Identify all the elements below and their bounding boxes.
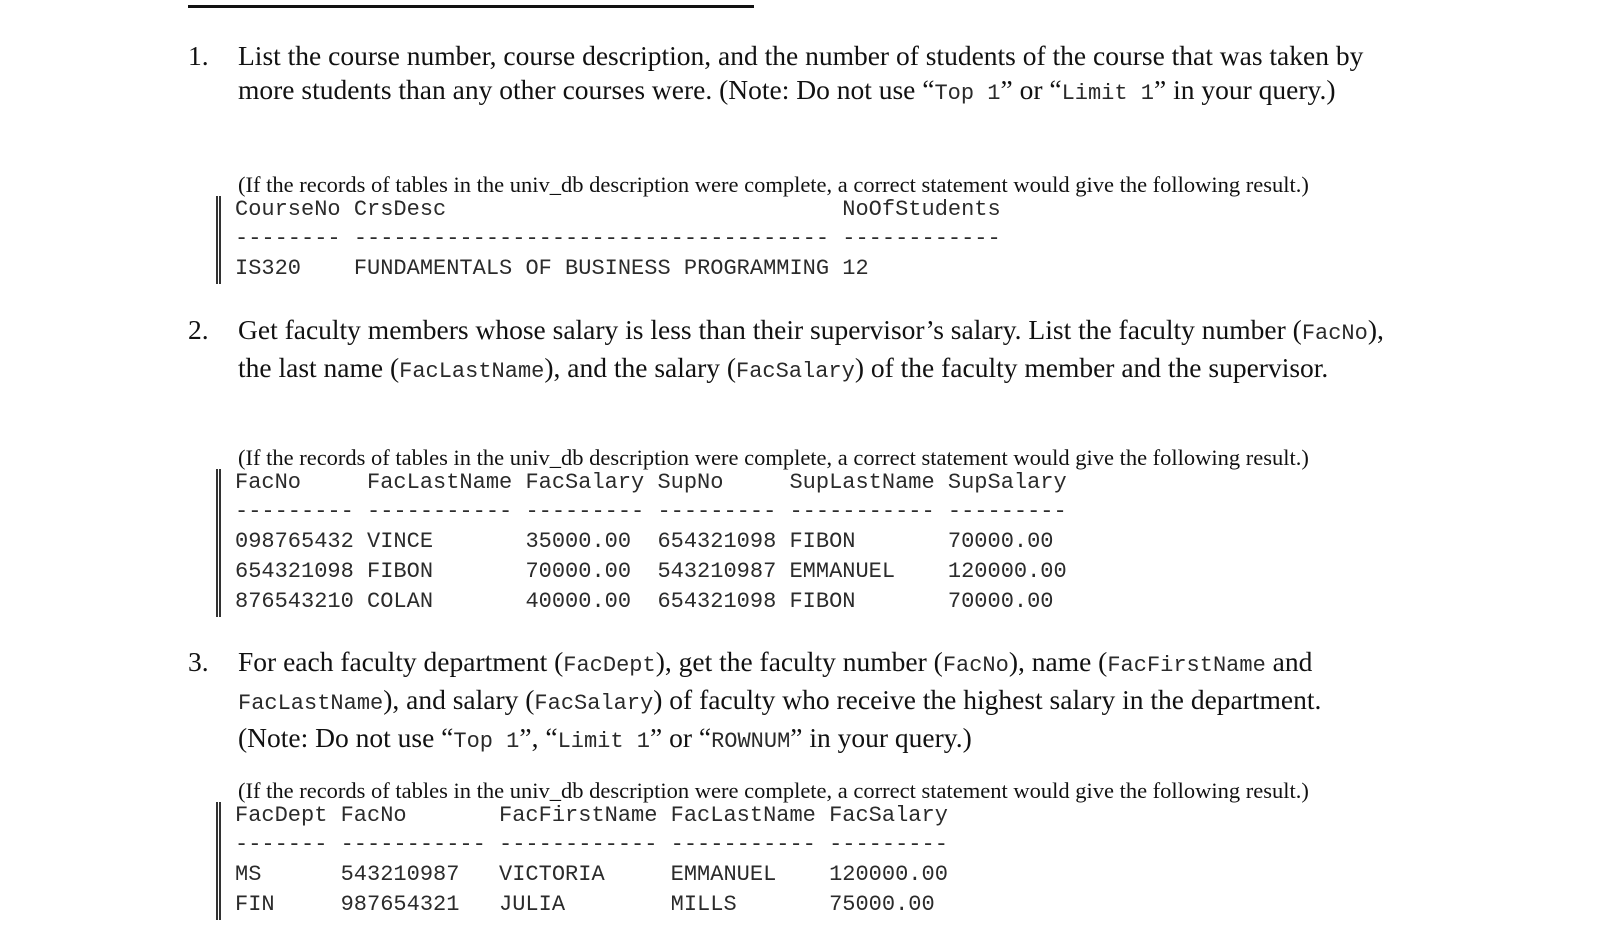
table-separator-row xyxy=(235,224,1014,254)
column-separator: ----------- xyxy=(340,832,486,857)
table-header-row xyxy=(235,196,1014,224)
prose-text: ) of faculty who receive the highest salary in the department. (Note: Do not use “ xyxy=(238,684,1322,753)
question-number: 3. xyxy=(188,646,209,677)
inline-code: FacNo xyxy=(1301,321,1368,346)
result-table-1 xyxy=(216,196,1014,284)
prose-text: and xyxy=(1265,646,1313,677)
inline-code: Top 1 xyxy=(934,81,1001,106)
result-note: (If the records of tables in the univ_db description were complete, a correct statement would give the following result.) xyxy=(238,778,1309,803)
prose-text: ), and salary ( xyxy=(383,684,535,715)
section-heading-underline xyxy=(188,0,754,8)
table-cell: MS xyxy=(235,862,262,887)
table-cell: 987654321 xyxy=(340,892,460,917)
column-separator: ------------------------------------ xyxy=(353,226,830,251)
table-header-row xyxy=(235,469,1080,497)
column-header: SupSalary xyxy=(947,470,1067,495)
column-header: FacFirstName xyxy=(499,803,658,828)
table-cell: 654321098 xyxy=(657,529,777,554)
table-cell: 098765432 xyxy=(235,529,354,554)
table-cell: 70000.00 xyxy=(947,589,1054,614)
inline-code: FacDept xyxy=(563,653,656,678)
inline-code: FacFirstName xyxy=(1107,653,1266,678)
question-3 xyxy=(188,645,1398,759)
prose-text: For each faculty department ( xyxy=(238,646,564,677)
prose-text: ) of the faculty member and the supervisor. xyxy=(854,352,1329,383)
table-cell: VICTORIA xyxy=(499,862,605,887)
prose-text: ” or “ xyxy=(1000,74,1062,105)
prose-text: ), get the faculty number ( xyxy=(655,646,943,677)
table-cell: 654321098 xyxy=(657,589,777,614)
column-separator: ----------- xyxy=(789,499,935,524)
question-number: 2. xyxy=(188,314,209,345)
table-cell: 70000.00 xyxy=(947,529,1054,554)
prose-text: ”, “ xyxy=(519,722,558,753)
column-header: FacSalary xyxy=(829,803,948,828)
table-separator-row xyxy=(235,497,1080,527)
table-cell: IS320 xyxy=(235,256,302,281)
column-separator: --------- xyxy=(829,832,948,857)
column-header: CrsDesc xyxy=(353,197,447,222)
column-separator: --------- xyxy=(657,499,777,524)
column-header: FacLastName xyxy=(670,803,816,828)
table-cell: FIN xyxy=(235,892,275,917)
column-separator: ----------- xyxy=(670,832,816,857)
inline-code: Top 1 xyxy=(453,729,520,754)
inline-code: ROWNUM xyxy=(711,729,791,754)
question-text xyxy=(238,645,1398,759)
table-cell: FIBON xyxy=(367,559,434,584)
inline-code: Limit 1 xyxy=(1061,81,1154,106)
question-1 xyxy=(188,39,1398,111)
table-separator-row xyxy=(235,830,961,860)
column-separator: --------- xyxy=(947,499,1067,524)
prose-text: Get faculty members whose salary is less than their supervisor’s salary. List the faculty number ( xyxy=(238,314,1302,345)
inline-code: FacSalary xyxy=(534,691,654,716)
inline-code: Limit 1 xyxy=(557,729,650,754)
inline-code: FacLastName xyxy=(238,691,384,716)
table-cell: 12 xyxy=(842,256,869,281)
column-header: FacNo xyxy=(340,803,407,828)
result-table-3 xyxy=(216,802,961,920)
result-note: (If the records of tables in the univ_db description were complete, a correct statement would give the following result.) xyxy=(238,445,1309,470)
table-row xyxy=(235,527,1080,557)
table-row xyxy=(235,557,1080,587)
column-separator: --------- xyxy=(525,499,645,524)
table-cell: EMMANUEL xyxy=(789,559,896,584)
column-header: NoOfStudents xyxy=(842,197,1001,222)
prose-text: ” in your query.) xyxy=(1154,74,1336,105)
table-cell: VINCE xyxy=(367,529,434,554)
table-cell: MILLS xyxy=(670,892,737,917)
prose-text: ” in your query.) xyxy=(790,722,972,753)
inline-code: FacNo xyxy=(942,653,1009,678)
table-cell: 75000.00 xyxy=(829,892,935,917)
result-table-2 xyxy=(216,469,1080,617)
column-separator: --------- xyxy=(235,499,354,524)
column-header: SupNo xyxy=(657,470,724,495)
table-cell: 40000.00 xyxy=(525,589,632,614)
inline-code: FacSalary xyxy=(736,359,855,384)
question-text xyxy=(238,313,1398,389)
question-number: 1. xyxy=(188,40,209,71)
column-header: FacDept xyxy=(235,803,328,828)
table-cell: COLAN xyxy=(367,589,434,614)
table-cell: 543210987 xyxy=(657,559,777,584)
question-2 xyxy=(188,313,1398,389)
table-cell: 35000.00 xyxy=(525,529,632,554)
table-cell: FIBON xyxy=(789,589,856,614)
column-header: FacNo xyxy=(235,470,302,495)
column-separator: ------------ xyxy=(499,832,658,857)
table-cell: JULIA xyxy=(499,892,566,917)
table-cell: 70000.00 xyxy=(525,559,632,584)
table-row xyxy=(235,860,961,890)
column-separator: ------- xyxy=(235,832,328,857)
table-cell: 654321098 xyxy=(235,559,354,584)
prose-text: ), name ( xyxy=(1008,646,1108,677)
table-row xyxy=(235,890,961,920)
table-cell: 876543210 xyxy=(235,589,354,614)
column-header: CourseNo xyxy=(235,197,341,222)
table-header-row xyxy=(235,802,961,830)
table-cell: 120000.00 xyxy=(829,862,948,887)
column-separator: ------------ xyxy=(842,226,1001,251)
column-separator: ----------- xyxy=(367,499,513,524)
prose-text: ), the last name ( xyxy=(238,314,1384,383)
table-cell: EMMANUEL xyxy=(670,862,777,887)
table-cell: 120000.00 xyxy=(947,559,1067,584)
result-note: (If the records of tables in the univ_db description were complete, a correct statement would give the following result.) xyxy=(238,172,1309,197)
question-text xyxy=(238,39,1398,111)
prose-text: List the course number, course description, and the number of students of the course that was taken by more students than any other courses were. (Note: Do not use “ xyxy=(238,40,1364,105)
table-row xyxy=(235,587,1080,617)
table-row xyxy=(235,254,1014,284)
table-cell: FIBON xyxy=(789,529,856,554)
column-header: FacLastName xyxy=(367,470,513,495)
prose-text: ), and the salary ( xyxy=(544,352,737,383)
table-cell: 543210987 xyxy=(340,862,460,887)
column-header: FacSalary xyxy=(525,470,645,495)
inline-code: FacLastName xyxy=(399,359,545,384)
column-header: SupLastName xyxy=(789,470,935,495)
column-separator: -------- xyxy=(235,226,341,251)
prose-text: ” or “ xyxy=(649,722,712,753)
table-cell: FUNDAMENTALS OF BUSINESS PROGRAMMING xyxy=(353,256,830,281)
